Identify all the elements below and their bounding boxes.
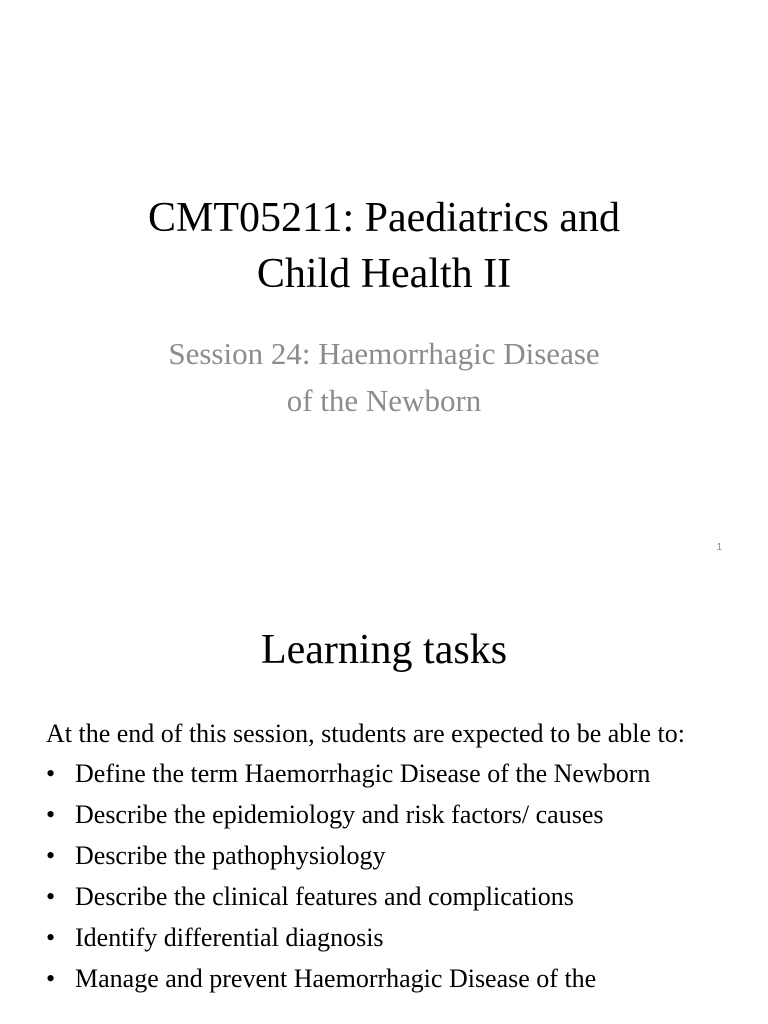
bullet-icon: • xyxy=(46,841,56,870)
bullet-icon: • xyxy=(46,964,56,993)
learning-task-list xyxy=(46,756,736,997)
learning-tasks-slide xyxy=(0,576,768,1024)
slide-number: 1 xyxy=(716,542,722,553)
course-title-line-1: CMT05211: Paediatrics and xyxy=(147,195,621,241)
bullet-icon: • xyxy=(46,882,56,911)
list-item xyxy=(46,756,736,792)
course-title xyxy=(0,190,768,302)
bullet-icon: • xyxy=(46,800,56,829)
list-item xyxy=(46,838,736,874)
list-item xyxy=(46,961,736,997)
list-item-text: Identify differential diagnosis xyxy=(75,923,384,952)
intro-text: At the end of this session, students are expected to be able to: xyxy=(46,719,686,748)
list-item-text: Define the term Haemorrhagic Disease of the Newborn xyxy=(75,759,651,788)
bullet-icon: • xyxy=(46,759,56,788)
bullet-icon: • xyxy=(46,923,56,952)
session-subtitle-line-2: of the Newborn xyxy=(286,383,482,418)
list-item xyxy=(46,797,736,833)
slide-heading: Learning tasks xyxy=(260,627,508,673)
session-subtitle-line-1: Session 24: Haemorrhagic Disease xyxy=(168,336,600,371)
list-item-text: Describe the epidemiology and risk factors/ causes xyxy=(75,800,604,829)
list-item xyxy=(46,920,736,956)
session-subtitle xyxy=(0,330,768,424)
list-item-text: Describe the clinical features and complications xyxy=(75,882,574,911)
list-item xyxy=(46,879,736,915)
slide-body xyxy=(46,716,736,1002)
list-item-text: Manage and prevent Haemorrhagic Disease of the xyxy=(75,964,597,993)
course-title-line-2: Child Health II xyxy=(256,251,512,297)
list-item-text: Describe the pathophysiology xyxy=(75,841,386,870)
